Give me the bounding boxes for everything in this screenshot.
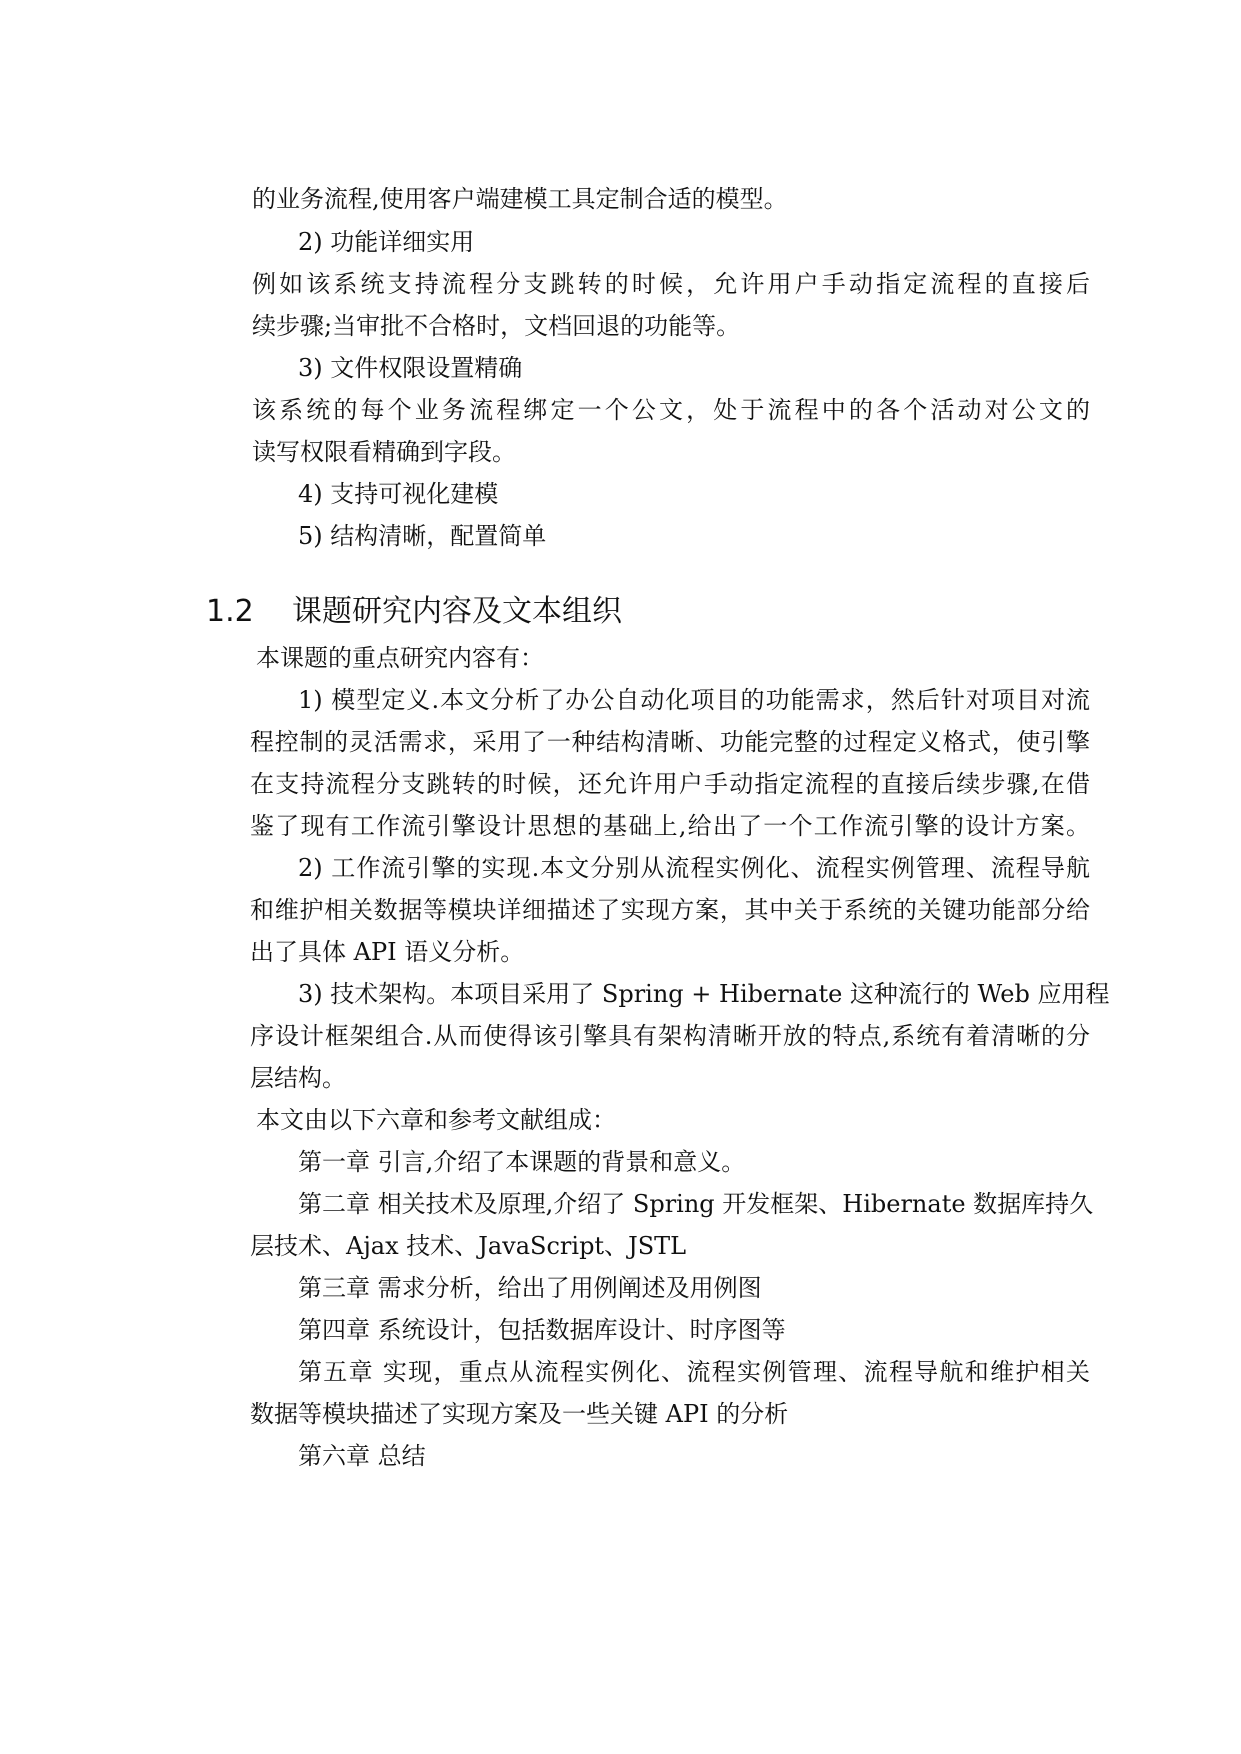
list-item-heading: 2) 功能详细实用 xyxy=(298,228,475,256)
paragraph-line: 2) 工作流引擎的实现.本文分别从流程实例化、流程实例管理、流程导航 xyxy=(298,854,1090,882)
paragraph-line: 1) 模型定义.本文分析了办公自动化项目的功能需求，然后针对项目对流 xyxy=(298,686,1090,714)
paragraph-line: 层结构。 xyxy=(250,1064,346,1092)
section-number: 1.2 xyxy=(206,594,254,629)
chapter-line: 第四章 系统设计，包括数据库设计、时序图等 xyxy=(298,1316,786,1344)
list-item-heading: 3) 文件权限设置精确 xyxy=(298,354,523,382)
chapter-line: 第一章 引言,介绍了本课题的背景和意义。 xyxy=(298,1148,746,1176)
paragraph-line: 在支持流程分支跳转的时候，还允许用户手动指定流程的直接后续步骤,在借 xyxy=(250,770,1090,798)
list-item-heading: 5) 结构清晰，配置简单 xyxy=(298,522,547,550)
paragraph-line: 3) 技术架构。本项目采用了 Spring + Hibernate 这种流行的 Web 应用程 xyxy=(298,980,1110,1008)
paragraph-line: 本课题的重点研究内容有： xyxy=(256,644,544,672)
chapter-line: 第六章 总结 xyxy=(298,1442,426,1470)
paragraph-line: 序设计框架组合.从而使得该引擎具有架构清晰开放的特点,系统有着清晰的分 xyxy=(250,1022,1090,1050)
paragraph-line: 出了具体 API 语义分析。 xyxy=(250,938,525,966)
paragraph-line: 例如该系统支持流程分支跳转的时候，允许用户手动指定流程的直接后 xyxy=(252,270,1090,298)
paragraph-line: 续步骤;当审批不合格时，文档回退的功能等。 xyxy=(252,312,741,340)
chapter-line: 第二章 相关技术及原理,介绍了 Spring 开发框架、Hibernate 数据库持久 xyxy=(298,1190,1094,1218)
chapter-line: 第三章 需求分析，给出了用例阐述及用例图 xyxy=(298,1274,762,1302)
section-heading xyxy=(206,590,622,634)
paragraph-line: 程控制的灵活需求，采用了一种结构清晰、功能完整的过程定义格式，使引擎 xyxy=(250,728,1090,756)
paragraph-line: 的业务流程,使用客户端建模工具定制合适的模型。 xyxy=(252,185,788,213)
paragraph-line: 该系统的每个业务流程绑定一个公文，处于流程中的各个活动对公文的 xyxy=(252,396,1090,424)
section-title: 课题研究内容及文本组织 xyxy=(292,594,622,629)
list-item-heading: 4) 支持可视化建模 xyxy=(298,480,499,508)
paragraph-line: 层技术、Ajax 技术、JavaScript、JSTL xyxy=(250,1232,687,1260)
paragraph-line: 数据等模块描述了实现方案及一些关键 API 的分析 xyxy=(250,1400,789,1428)
paragraph-line: 和维护相关数据等模块详细描述了实现方案，其中关于系统的关键功能部分给 xyxy=(250,896,1090,924)
paragraph-line: 读写权限看精确到字段。 xyxy=(252,438,516,466)
paragraph-line: 本文由以下六章和参考文献组成： xyxy=(256,1106,616,1134)
chapter-line: 第五章 实现，重点从流程实例化、流程实例管理、流程导航和维护相关 xyxy=(298,1358,1090,1386)
paragraph-line: 鉴了现有工作流引擎设计思想的基础上,给出了一个工作流引擎的设计方案。 xyxy=(250,812,1090,840)
